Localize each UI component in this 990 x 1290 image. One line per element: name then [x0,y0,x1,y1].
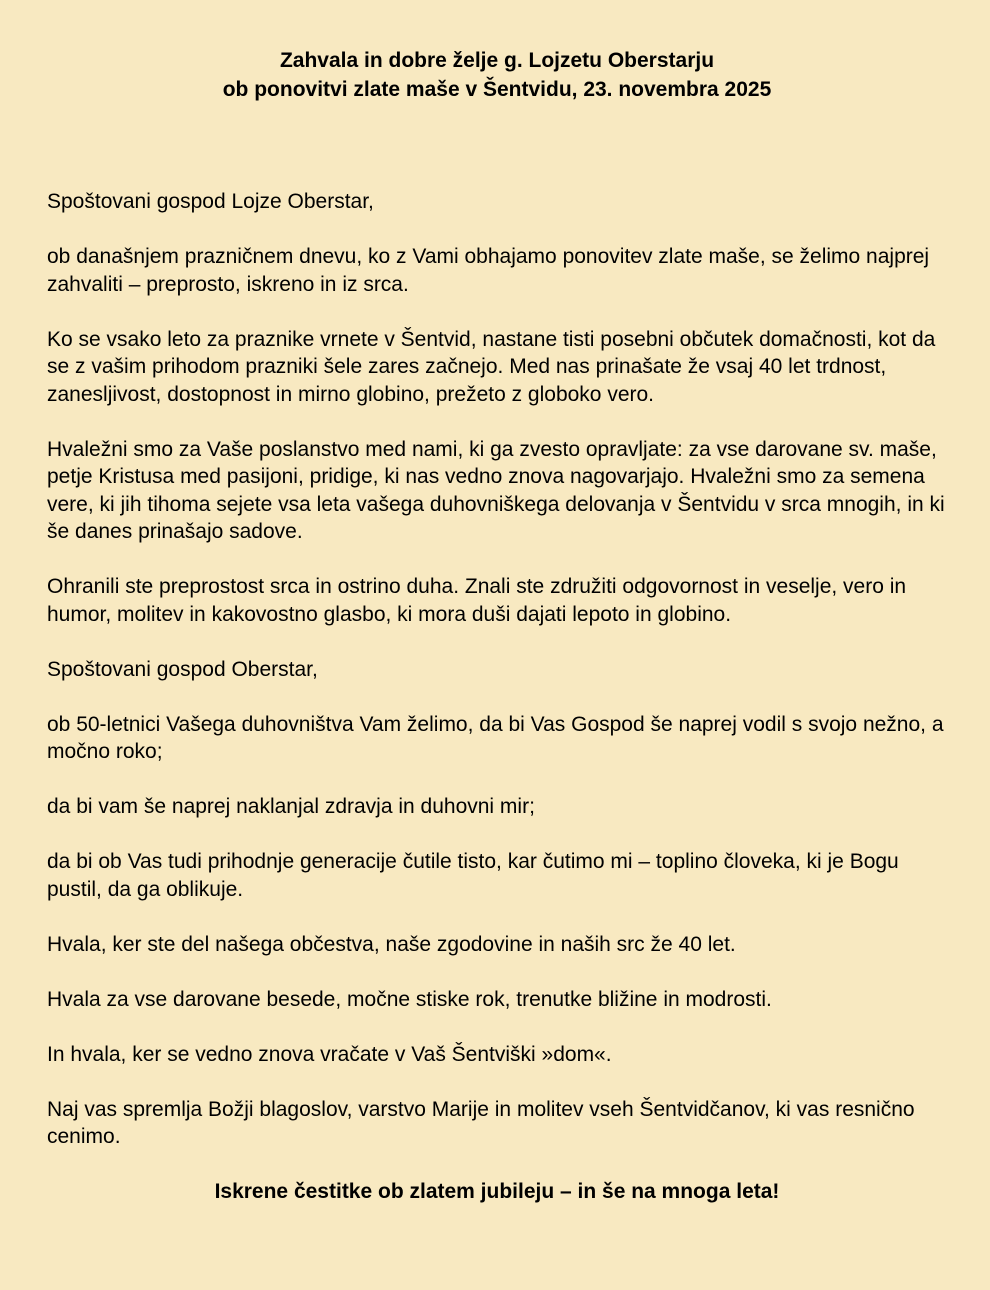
letter-paragraph: Hvala, ker ste del našega občestva, naše zgodovine in naših src že 40 let. [47,932,736,956]
letter-paragraph: In hvala, ker se vedno znova vračate v Vaš Šentviški »dom«. [47,1042,612,1066]
salutation-repeat: Spoštovani gospod Oberstar, [47,657,318,681]
letter-paragraph: ob 50-letnici Vašega duhovništva Vam želimo, da bi Vas Gospod še naprej vodil s svojo nežno, a močno roko; [47,712,944,763]
letter-paragraph: ob današnjem prazničnem dnevu, ko z Vami obhajamo ponovitev zlate maše, se želimo najprej zahvaliti – preprosto, iskreno in iz srca. [47,245,930,296]
letter-title [47,46,947,104]
letter-paragraph: Ohranili ste preprostost srca in ostrino duha. Znali ste združiti odgovornost in veselje, vero in humor, molitev in kakovostno glasbo, ki mora duši dajati lepoto in globino. [47,575,907,626]
letter-paragraph: da bi ob Vas tudi prihodnje generacije čutile tisto, kar čutimo mi – toplino človeka, ki je Bogu pustil, da ga oblikuje. [47,850,899,901]
letter-title-line-2: ob ponovitvi zlate maše v Šentvidu, 23. novembra 2025 [222,78,772,101]
letter-paragraph: Hvaležni smo za Vaše poslanstvo med nami, ki ga zvesto opravljate: za vse darovane sv. maše, petje Kristusa med pasijoni, pridige, ki nas vedno znova nagovarjajo. Hvaležni smo za semena vere, ki jih tihoma sejete vsa leta vašega duhovniškega delovanja v Šentvidu v srca mnogih, in ki še danes prinašajo sadove. [47,437,945,543]
salutation: Spoštovani gospod Lojze Oberstar, [47,190,374,213]
letter-paragraph: Hvala za vse darovane besede, močne stiske rok, trenutke bližine in modrosti. [47,987,772,1011]
letter-paragraph: da bi vam še naprej naklanjal zdravja in duhovni mir; [47,795,535,818]
letter-title-line-1: Zahvala in dobre želje g. Lojzetu Oberstarju [279,49,715,72]
closing-line: Iskrene čestitke ob zlatem jubileju – in še na mnoga leta! [214,1180,780,1203]
letter-body [47,188,947,1151]
letter-paragraph: Naj vas spremlja Božji blagoslov, varstvo Marije in molitev vseh Šentvidčanov, ki vas resnično cenimo. [47,1097,915,1148]
letter-paragraph: Ko se vsako leto za praznike vrnete v Šentvid, nastane tisti posebni občutek domačnosti, kot da se z vašim prihodom prazniki šele zares začnejo. Med nas prinašate že vsaj 40 let trdnost, zanesljivost, dostopnost in mirno globino, prežeto z globoko vero. [47,327,936,406]
